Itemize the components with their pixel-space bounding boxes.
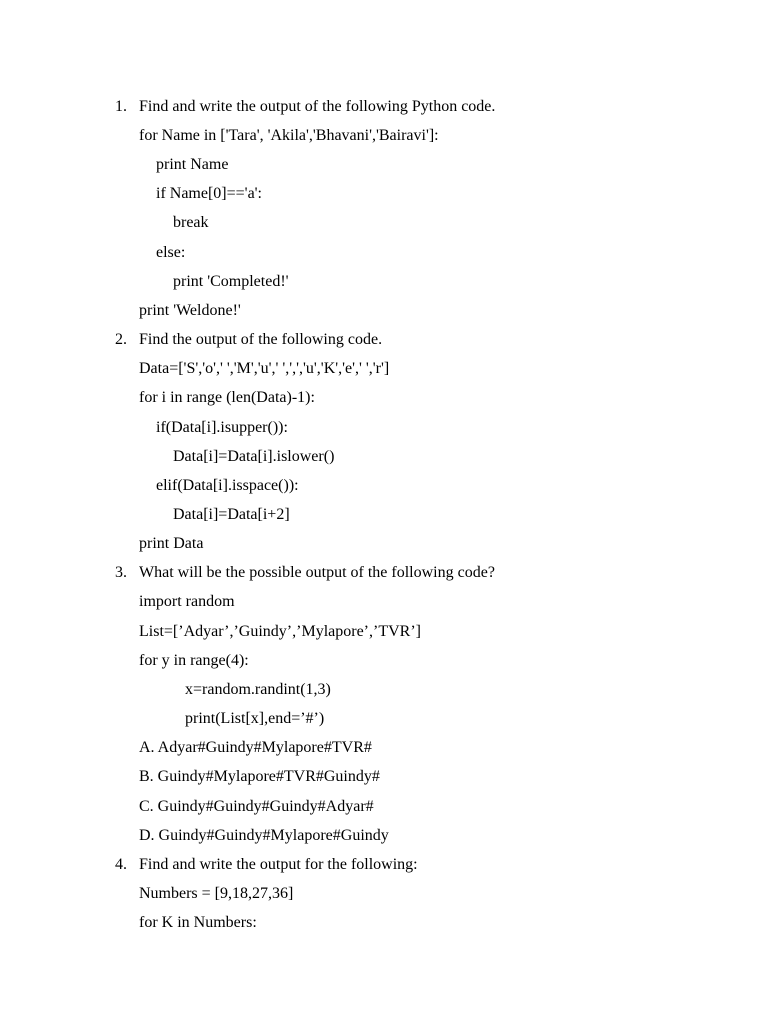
question-1-heading: Find and write the output of the following Python code.	[139, 98, 496, 115]
question-4-number: 4.	[115, 856, 127, 873]
q3-option-c: C. Guindy#Guindy#Guindy#Adyar#	[139, 798, 374, 815]
question-4-heading: Find and write the output for the following:	[139, 856, 418, 873]
q3-option-d: D. Guindy#Guindy#Mylapore#Guindy	[139, 827, 389, 844]
q3-option-b: B. Guindy#Mylapore#TVR#Guindy#	[139, 768, 380, 785]
q3-code-line: print(List[x],end=’#’)	[185, 710, 325, 727]
q2-code-line: print Data	[139, 535, 204, 552]
q1-code-line: print Name	[156, 156, 229, 173]
q3-code-line: import random	[139, 593, 235, 610]
q3-code-line: for y in range(4):	[139, 652, 249, 669]
q2-code-line: Data=['S','o',' ','M','u',' ',',','u','K','e',' ','r']	[139, 360, 390, 377]
q1-code-line: else:	[156, 244, 186, 261]
q3-code-line: List=[’Adyar’,’Guindy’,’Mylapore’,’TVR’]	[139, 623, 421, 640]
q1-code-line: print 'Weldone!'	[139, 302, 241, 319]
q2-code-line: Data[i]=Data[i+2]	[173, 506, 290, 523]
q1-code-line: print 'Completed!'	[173, 273, 289, 290]
q2-code-line: for i in range (len(Data)-1):	[139, 389, 315, 406]
q1-code-line: if Name[0]=='a':	[156, 185, 262, 202]
q2-code-line: if(Data[i].isupper()):	[156, 419, 288, 436]
q4-code-line: Numbers = [9,18,27,36]	[139, 885, 294, 902]
question-2-heading: Find the output of the following code.	[139, 331, 383, 348]
question-3-heading: What will be the possible output of the following code?	[139, 564, 495, 581]
q3-code-line: x=random.randint(1,3)	[185, 681, 331, 698]
q1-code-line: break	[173, 214, 209, 231]
q2-code-line: Data[i]=Data[i].islower()	[173, 448, 335, 465]
q4-code-line: for K in Numbers:	[139, 914, 257, 931]
question-3-number: 3.	[115, 564, 127, 581]
question-2-number: 2.	[115, 331, 127, 348]
q2-code-line: elif(Data[i].isspace()):	[156, 477, 299, 494]
question-1-number: 1.	[115, 98, 127, 115]
q1-code-line: for Name in ['Tara', 'Akila','Bhavani','Bairavi']:	[139, 127, 439, 144]
q3-option-a: A. Adyar#Guindy#Mylapore#TVR#	[139, 739, 372, 756]
